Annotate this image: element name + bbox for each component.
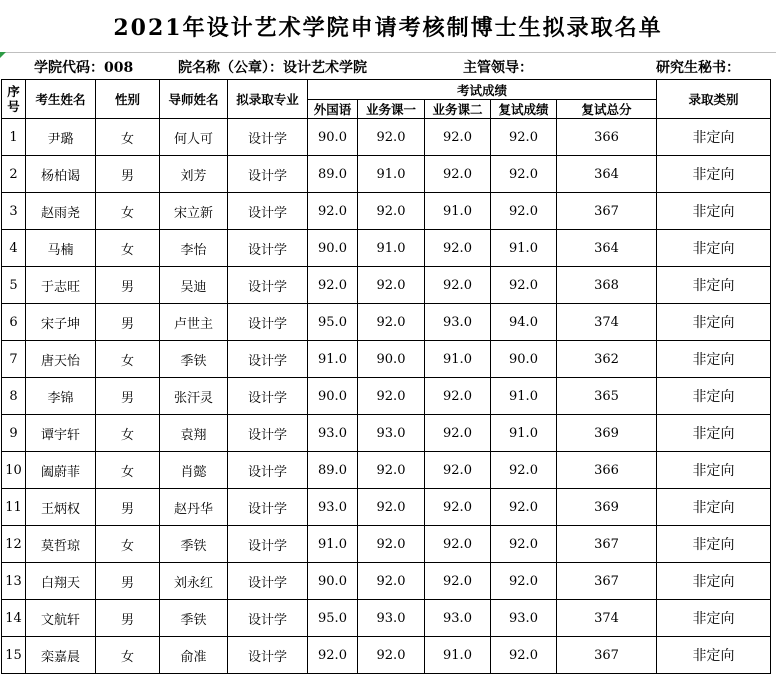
- cell-seq: 9: [2, 415, 26, 452]
- cell-course1: 93.0: [358, 415, 425, 452]
- cell-category: 非定向: [657, 563, 771, 600]
- header-seq-line1: 序: [7, 84, 20, 99]
- cell-gender: 女: [96, 452, 160, 489]
- table-row: [2, 637, 771, 674]
- cell-gender: 男: [96, 156, 160, 193]
- cell-name: 马楠: [26, 230, 96, 267]
- cell-category: 非定向: [657, 304, 771, 341]
- cell-major: 设计学: [228, 193, 308, 230]
- cell-category: 非定向: [657, 193, 771, 230]
- cell-course2: 93.0: [425, 600, 491, 637]
- cell-gender: 女: [96, 526, 160, 563]
- cell-seq: 1: [2, 119, 26, 156]
- cell-retest: 92.0: [491, 526, 557, 563]
- cell-retest: 92.0: [491, 267, 557, 304]
- cell-seq: 11: [2, 489, 26, 526]
- cell-name: 王炳权: [26, 489, 96, 526]
- cell-total: 367: [557, 193, 657, 230]
- header-seq-line2: 号: [7, 99, 20, 114]
- cell-seq: 15: [2, 637, 26, 674]
- cell-advisor: 肖懿: [160, 452, 228, 489]
- cell-name: 尹璐: [26, 119, 96, 156]
- cell-major: 设计学: [228, 600, 308, 637]
- cell-total: 369: [557, 415, 657, 452]
- cell-foreign: 95.0: [308, 304, 358, 341]
- table-row: [2, 489, 771, 526]
- cell-foreign: 93.0: [308, 489, 358, 526]
- table-row: [2, 600, 771, 637]
- cell-total: 364: [557, 230, 657, 267]
- cell-foreign: 92.0: [308, 637, 358, 674]
- table-row: [2, 452, 771, 489]
- cell-retest: 91.0: [491, 415, 557, 452]
- cell-course2: 92.0: [425, 119, 491, 156]
- cell-advisor: 赵丹华: [160, 489, 228, 526]
- cell-seq: 8: [2, 378, 26, 415]
- header-foreign: 外国语: [308, 100, 358, 119]
- cell-total: 364: [557, 156, 657, 193]
- cell-seq: 10: [2, 452, 26, 489]
- cell-retest: 91.0: [491, 378, 557, 415]
- cell-seq: 2: [2, 156, 26, 193]
- cell-total: 368: [557, 267, 657, 304]
- cell-seq: 12: [2, 526, 26, 563]
- cell-name: 宋子坤: [26, 304, 96, 341]
- cell-seq: 4: [2, 230, 26, 267]
- cell-course1: 91.0: [358, 156, 425, 193]
- college-code: 学院代码：008: [34, 60, 134, 76]
- cell-course2: 93.0: [425, 304, 491, 341]
- cell-gender: 女: [96, 193, 160, 230]
- cell-category: 非定向: [657, 526, 771, 563]
- cell-category: 非定向: [657, 489, 771, 526]
- cell-course2: 92.0: [425, 452, 491, 489]
- cell-gender: 女: [96, 637, 160, 674]
- cell-foreign: 92.0: [308, 193, 358, 230]
- cell-course1: 92.0: [358, 452, 425, 489]
- cell-foreign: 92.0: [308, 267, 358, 304]
- cell-course2: 91.0: [425, 341, 491, 378]
- cell-course1: 93.0: [358, 600, 425, 637]
- cell-major: 设计学: [228, 378, 308, 415]
- table-row: [2, 230, 771, 267]
- table-row: [2, 341, 771, 378]
- cell-foreign: 90.0: [308, 230, 358, 267]
- cell-category: 非定向: [657, 600, 771, 637]
- table-body: [2, 119, 771, 674]
- cell-advisor: 刘芳: [160, 156, 228, 193]
- header-scores: 考试成绩: [308, 80, 657, 100]
- cell-foreign: 90.0: [308, 563, 358, 600]
- cell-advisor: 季铁: [160, 600, 228, 637]
- cell-course1: 92.0: [358, 267, 425, 304]
- header-name: 考生姓名: [26, 80, 96, 119]
- cell-course2: 92.0: [425, 526, 491, 563]
- header-seq: [2, 80, 26, 119]
- cell-major: 设计学: [228, 267, 308, 304]
- cell-seq: 5: [2, 267, 26, 304]
- cell-course2: 92.0: [425, 563, 491, 600]
- cell-advisor: 宋立新: [160, 193, 228, 230]
- header-major: 拟录取专业: [228, 80, 308, 119]
- cell-name: 李锦: [26, 378, 96, 415]
- cell-foreign: 91.0: [308, 526, 358, 563]
- cell-major: 设计学: [228, 415, 308, 452]
- cell-gender: 男: [96, 563, 160, 600]
- table-row: [2, 415, 771, 452]
- cell-major: 设计学: [228, 563, 308, 600]
- cell-advisor: 卢世主: [160, 304, 228, 341]
- cell-gender: 男: [96, 378, 160, 415]
- cell-foreign: 93.0: [308, 415, 358, 452]
- cell-total: 374: [557, 600, 657, 637]
- cell-gender: 男: [96, 489, 160, 526]
- cell-total: 367: [557, 526, 657, 563]
- leader-label: 主管领导：: [463, 60, 533, 76]
- cell-course2: 92.0: [425, 489, 491, 526]
- cell-advisor: 吴迪: [160, 267, 228, 304]
- cell-course1: 92.0: [358, 119, 425, 156]
- cell-category: 非定向: [657, 119, 771, 156]
- cell-course2: 91.0: [425, 637, 491, 674]
- cell-name: 白翔天: [26, 563, 96, 600]
- cell-total: 362: [557, 341, 657, 378]
- cell-retest: 92.0: [491, 452, 557, 489]
- cell-course1: 90.0: [358, 341, 425, 378]
- cell-foreign: 90.0: [308, 378, 358, 415]
- cell-advisor: 俞准: [160, 637, 228, 674]
- header-category: 录取类别: [657, 80, 771, 119]
- cell-retest: 92.0: [491, 119, 557, 156]
- cell-category: 非定向: [657, 267, 771, 304]
- cell-name: 阖蔚菲: [26, 452, 96, 489]
- cell-retest: 94.0: [491, 304, 557, 341]
- cell-gender: 男: [96, 267, 160, 304]
- cell-retest: 92.0: [491, 156, 557, 193]
- cell-retest: 92.0: [491, 563, 557, 600]
- header-course1: 业务课一: [358, 100, 425, 119]
- cell-gender: 女: [96, 415, 160, 452]
- table-row: [2, 156, 771, 193]
- cell-major: 设计学: [228, 489, 308, 526]
- secretary-label: 研究生秘书：: [656, 60, 740, 76]
- cell-total: 369: [557, 489, 657, 526]
- cell-gender: 女: [96, 230, 160, 267]
- cell-course1: 92.0: [358, 304, 425, 341]
- cell-course1: 92.0: [358, 378, 425, 415]
- cell-advisor: 李怡: [160, 230, 228, 267]
- cell-seq: 7: [2, 341, 26, 378]
- cell-foreign: 89.0: [308, 156, 358, 193]
- cell-name: 栾嘉晨: [26, 637, 96, 674]
- cell-course2: 92.0: [425, 378, 491, 415]
- header-gender: 性别: [96, 80, 160, 119]
- info-bar: [0, 53, 776, 79]
- table-row: [2, 193, 771, 230]
- cell-course2: 92.0: [425, 415, 491, 452]
- cell-seq: 6: [2, 304, 26, 341]
- cell-major: 设计学: [228, 230, 308, 267]
- table-row: [2, 304, 771, 341]
- cell-major: 设计学: [228, 452, 308, 489]
- header-advisor: 导师姓名: [160, 80, 228, 119]
- cell-seq: 3: [2, 193, 26, 230]
- cell-name: 唐天怡: [26, 341, 96, 378]
- table-row: [2, 526, 771, 563]
- header-total: 复试总分: [557, 100, 657, 119]
- table-row: [2, 563, 771, 600]
- cell-seq: 13: [2, 563, 26, 600]
- cell-category: 非定向: [657, 452, 771, 489]
- cell-category: 非定向: [657, 341, 771, 378]
- cell-seq: 14: [2, 600, 26, 637]
- cell-retest: 91.0: [491, 230, 557, 267]
- table-row: [2, 119, 771, 156]
- cell-category: 非定向: [657, 230, 771, 267]
- page-title: 2021年设计艺术学院申请考核制博士生拟录取名单: [113, 14, 663, 41]
- cell-advisor: 何人可: [160, 119, 228, 156]
- cell-advisor: 季铁: [160, 526, 228, 563]
- cell-name: 于志旺: [26, 267, 96, 304]
- cell-total: 367: [557, 637, 657, 674]
- cell-foreign: 91.0: [308, 341, 358, 378]
- cell-foreign: 89.0: [308, 452, 358, 489]
- cell-course1: 92.0: [358, 563, 425, 600]
- cell-name: 谭宇轩: [26, 415, 96, 452]
- cell-gender: 女: [96, 119, 160, 156]
- cell-course2: 92.0: [425, 156, 491, 193]
- cell-advisor: 张汗灵: [160, 378, 228, 415]
- cell-course2: 92.0: [425, 230, 491, 267]
- cell-course1: 92.0: [358, 489, 425, 526]
- cell-major: 设计学: [228, 304, 308, 341]
- cell-category: 非定向: [657, 378, 771, 415]
- cell-advisor: 袁翔: [160, 415, 228, 452]
- cell-course2: 92.0: [425, 267, 491, 304]
- cell-retest: 90.0: [491, 341, 557, 378]
- cell-retest: 92.0: [491, 637, 557, 674]
- cell-gender: 男: [96, 600, 160, 637]
- cell-category: 非定向: [657, 415, 771, 452]
- table-row: [2, 267, 771, 304]
- cell-name: 赵雨尧: [26, 193, 96, 230]
- cell-gender: 女: [96, 341, 160, 378]
- cell-major: 设计学: [228, 119, 308, 156]
- cell-course1: 91.0: [358, 230, 425, 267]
- header-course2: 业务课二: [425, 100, 491, 119]
- cell-advisor: 刘永红: [160, 563, 228, 600]
- cell-retest: 92.0: [491, 489, 557, 526]
- cell-total: 366: [557, 452, 657, 489]
- cell-major: 设计学: [228, 526, 308, 563]
- cell-retest: 93.0: [491, 600, 557, 637]
- cell-total: 366: [557, 119, 657, 156]
- cell-course1: 92.0: [358, 193, 425, 230]
- cell-major: 设计学: [228, 156, 308, 193]
- header-retest: 复试成绩: [491, 100, 557, 119]
- table-row: [2, 378, 771, 415]
- admission-table: [1, 79, 771, 674]
- cell-gender: 男: [96, 304, 160, 341]
- cell-category: 非定向: [657, 156, 771, 193]
- cell-category: 非定向: [657, 637, 771, 674]
- cell-retest: 92.0: [491, 193, 557, 230]
- cell-total: 374: [557, 304, 657, 341]
- cell-name: 莫哲琼: [26, 526, 96, 563]
- cell-course1: 92.0: [358, 526, 425, 563]
- cell-foreign: 95.0: [308, 600, 358, 637]
- cell-major: 设计学: [228, 341, 308, 378]
- cell-course1: 92.0: [358, 637, 425, 674]
- college-name: 院名称（公章）：设计艺术学院: [178, 60, 367, 76]
- cell-course2: 91.0: [425, 193, 491, 230]
- cell-major: 设计学: [228, 637, 308, 674]
- cell-name: 文航轩: [26, 600, 96, 637]
- cell-total: 367: [557, 563, 657, 600]
- cell-foreign: 90.0: [308, 119, 358, 156]
- cell-advisor: 季铁: [160, 341, 228, 378]
- cell-name: 杨柏谒: [26, 156, 96, 193]
- cell-total: 365: [557, 378, 657, 415]
